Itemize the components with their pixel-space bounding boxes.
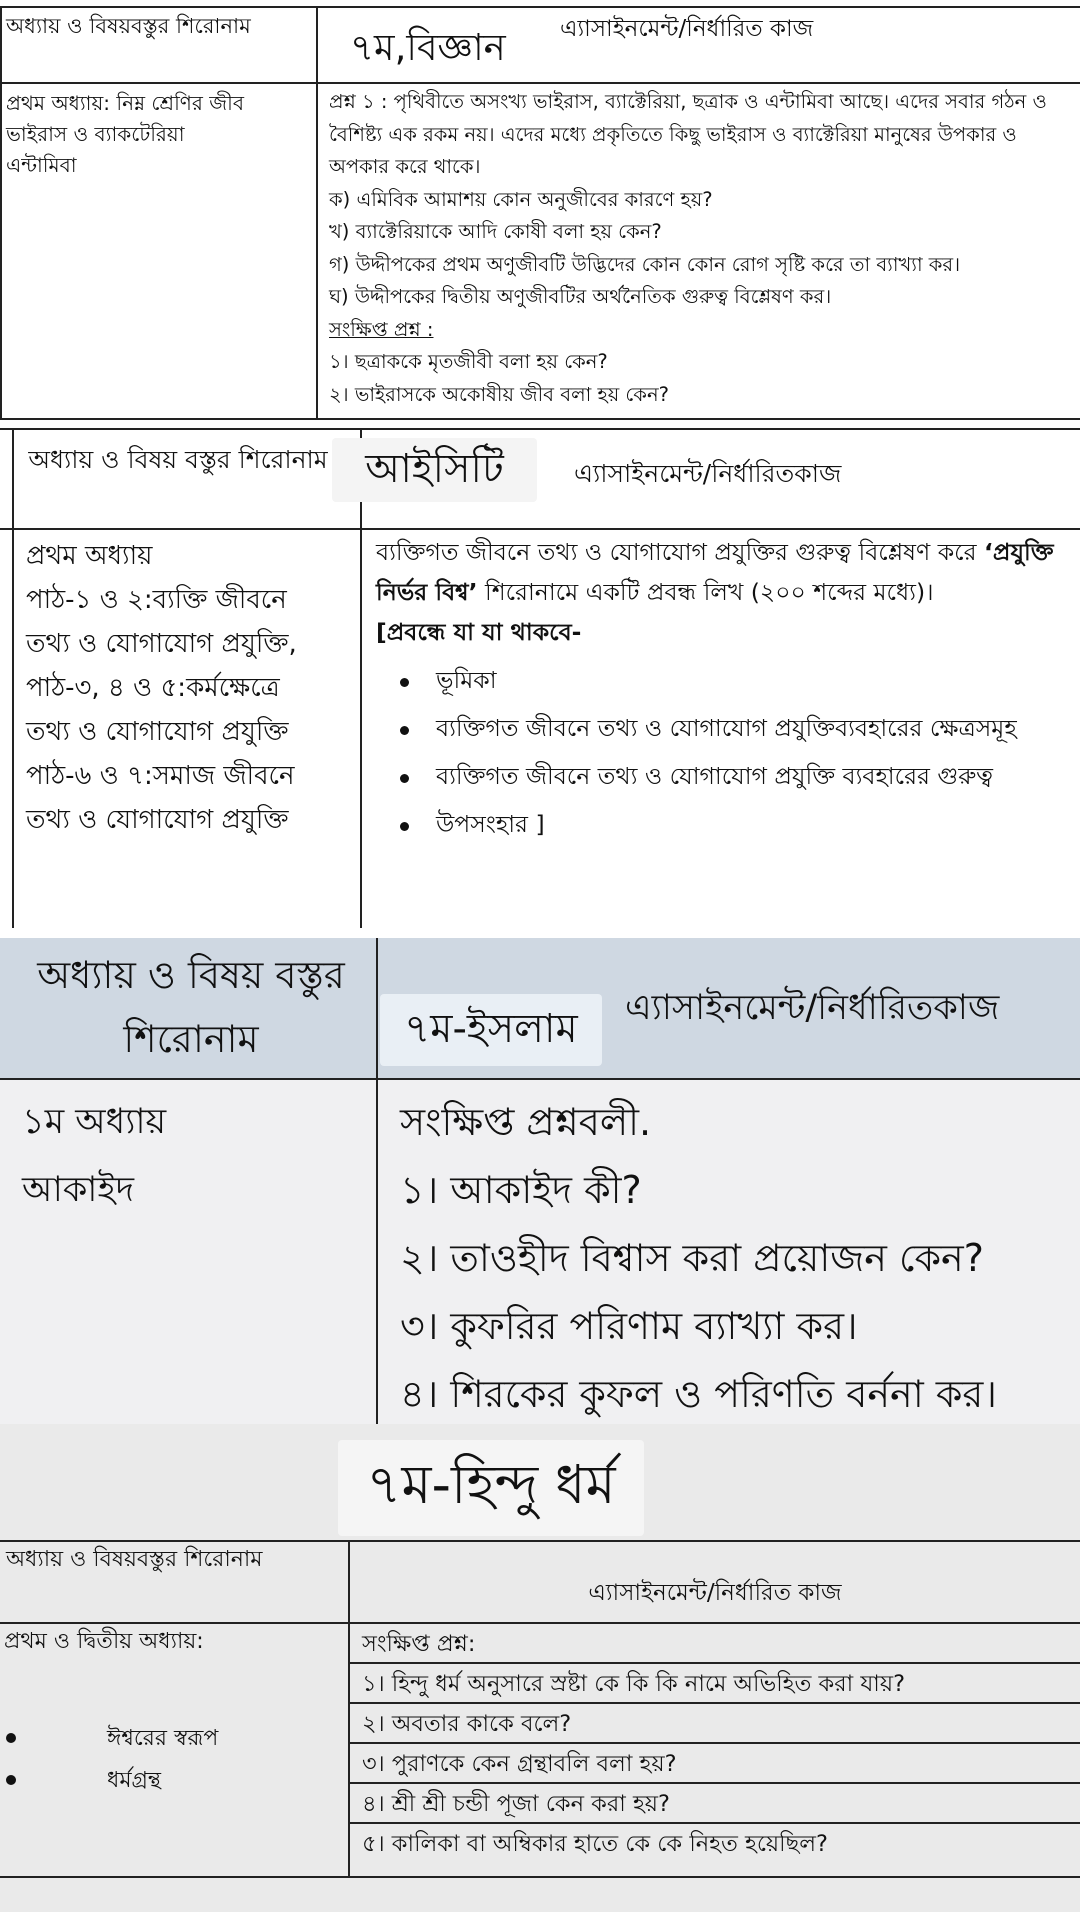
science-chapter (6, 88, 311, 181)
ict-task (376, 532, 1066, 612)
outline-list (376, 660, 1066, 844)
chapter-line: প্রথম অধ্যায় (26, 541, 153, 571)
short-question: ২। ভাইরাসকে অকোষীয় জীব বলা হয় কেন? (329, 382, 669, 406)
chapter-line: ১ম অধ্যায় (22, 1102, 167, 1142)
chapter-line: প্রথম অধ্যায়: নিম্ন শ্রেণির জীব (6, 91, 244, 115)
sub-question: ঘ) উদ্দীপকের দ্বিতীয় অণুজীবটির অর্থনৈতিক গুরুত্ব বিশ্লেষণ কর। (329, 285, 832, 308)
sub-question: খ) ব্যাক্টেরিয়াকে আদি কোষী বলা হয় কেন? (329, 220, 662, 243)
question-heading: সংক্ষিপ্ত প্রশ্নবলী. (400, 1100, 652, 1144)
chapter-line: তথ্য ও যোগাযোগ প্রযুক্তি (26, 717, 289, 747)
short-question: ১। হিন্দু ধর্ম অনুসারে স্রষ্টা কে কি কি নামে অভিহিত করা যায়? (362, 1671, 906, 1697)
chapter-line: তথ্য ও যোগাযোগ প্রযুক্তি, (26, 629, 297, 659)
short-question: ৩। কুফরির পরিণাম ব্যাখ্যা কর। (400, 1304, 858, 1348)
question-heading: সংক্ষিপ্ত প্রশ্ন: (362, 1631, 476, 1657)
topic-item: ধর্মগ্রন্থ (4, 1760, 218, 1802)
chapter-line: এন্টামিবা (6, 153, 77, 177)
sub-question: গ) উদ্দীপকের প্রথম অণুজীবটি উদ্ভিদের কোন কোন রোগ সৃষ্টি করে তা ব্যাখ্যা কর। (329, 252, 961, 276)
short-question: ৫। কালিকা বা অম্বিকার হাতে কে কে নিহত হয়েছিল? (362, 1831, 828, 1857)
outline-item: ব্যক্তিগত জীবনে তথ্য ও যোগাযোগ প্রযুক্তি ব্যবহারের গুরুত্ব (376, 756, 1066, 796)
ict-section (0, 428, 1080, 928)
science-header-right: এ্যাসাইনমেন্ট/নির্ধারিত কাজ (560, 16, 814, 42)
chapter-line: পাঠ-১ ও ২:ব্যক্তি জীবনে (26, 585, 287, 615)
chapter-line: আকাইদ (22, 1170, 135, 1210)
outline-item: উপসংহার ] (376, 804, 1066, 844)
short-question: ১। ছত্রাককে মৃতজীবী বলা হয় কেন? (329, 350, 608, 373)
ict-subject-title: আইসিটি (332, 438, 537, 502)
sub-question: ক) এমিবিক আমাশয় কোন অনুজীবের কারণে হয়? (329, 187, 713, 211)
short-question: ৪। শ্রী শ্রী চন্ডী পূজা কেন করা হয়? (362, 1791, 670, 1817)
chapter-line: পাঠ-৬ ও ৭:সমাজ জীবনে (26, 761, 295, 791)
topic-item: ঈশ্বরের স্বরূপ (4, 1718, 218, 1760)
islam-section (0, 938, 1080, 1424)
outline-heading: [প্রবন্ধে যা যা থাকবে- (376, 618, 582, 646)
chapter-line: পাঠ-৩, ৪ ও ৫:কর্মক্ষেত্রে (26, 673, 280, 703)
ict-assignment (376, 532, 1066, 844)
islam-header-right: এ্যাসাইনমেন্ট/নির্ধারিতকাজ (625, 988, 1000, 1028)
ict-header-left: অধ্যায় ও বিষয় বস্তুর শিরোনাম (28, 445, 328, 474)
chapter-line: ভাইরাস ও ব্যাকটেরিয়া (6, 122, 185, 146)
short-question: ২। অবতার কাকে বলে? (362, 1711, 572, 1737)
essay-title: ‘প্রযুক্তি নির্ভর বিশ্ব’ (376, 538, 1054, 606)
short-question: ২। তাওহীদ বিশ্বাস করা প্রয়োজন কেন? (400, 1236, 984, 1280)
ict-chapter (26, 534, 356, 842)
islam-chapter (22, 1088, 166, 1224)
short-question-heading: সংক্ষিপ্ত প্রশ্ন : (329, 317, 434, 341)
islam-subject-title: ৭ম-ইসলাম (380, 994, 602, 1066)
chapter-line: তথ্য ও যোগাযোগ প্রযুক্তি (26, 805, 289, 835)
hindu-subject-title: ৭ম-হিন্দু ধর্ম (338, 1440, 644, 1536)
hindu-section (0, 1424, 1080, 1912)
task-text: ব্যক্তিগত জীবনে তথ্য ও যোগাযোগ প্রযুক্তির গুরুত্ব বিশ্লেষণ করে (376, 538, 984, 566)
hindu-header-right: এ্যাসাইনমেন্ট/নির্ধারিত কাজ (588, 1580, 842, 1606)
hindu-header-left: অধ্যায় ও বিষয়বস্তুর শিরোনাম (6, 1547, 263, 1572)
science-assignment (329, 86, 1074, 411)
science-section (0, 0, 1080, 420)
islam-header-left: অধ্যায় ও বিষয় বস্তুর শিরোনাম (37, 953, 345, 1061)
short-question: ৩। পুরাণকে কেন গ্রন্থাবলি বলা হয়? (362, 1751, 677, 1777)
science-header-left: অধ্যায় ও বিষয়বস্তুর শিরোনাম (6, 14, 251, 38)
hindu-topics (4, 1718, 218, 1802)
ict-header-right: এ্যাসাইনমেন্ট/নির্ধারিতকাজ (574, 459, 842, 488)
science-subject-title: ৭ম,বিজ্ঞান (350, 26, 506, 69)
short-question: ৪। শিরকের কুফল ও পরিণতি বর্ননা কর। (400, 1372, 997, 1416)
outline-item: ব্যক্তিগত জীবনে তথ্য ও যোগাযোগ প্রযুক্তিব্যবহারের ক্ষেত্রসমূহ (376, 708, 1066, 748)
question-intro: প্রশ্ন ১ : পৃথিবীতে অসংখ্য ভাইরাস, ব্যাক্টেরিয়া, ছত্রাক ও এন্টামিবা আছে। এদের সবার গঠন ও বৈশিষ্ট্য এক রকম নয়। এদের মধ্যে প্রকৃতিতে কিছু ভাইরাস ও ব্যাক্টেরিয়া মানুষের উপকার ও অপকার করে থাকে। (329, 90, 1047, 178)
outline-item: ভূমিকা (376, 660, 1066, 700)
hindu-chapter: প্রথম ও দ্বিতীয় অধ্যায়: (4, 1629, 204, 1654)
islam-assignment (400, 1088, 997, 1428)
task-text: শিরোনামে একটি প্রবন্ধ লিখ (২০০ শব্দের মধ্যে)। (477, 578, 934, 606)
short-question: ১। আকাইদ কী? (400, 1168, 642, 1212)
